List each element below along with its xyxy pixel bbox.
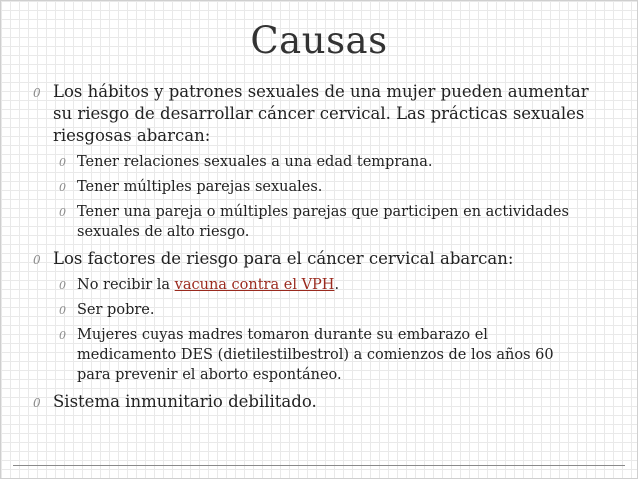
bottom-divider: [13, 465, 625, 466]
bullet-marker: 0: [59, 304, 66, 317]
bullet-marker: 0: [33, 253, 41, 267]
sub-bullet-text: Mujeres cuyas madres tomaron durante su embarazo el medicamento DES (dietilestilbestrol) a comienzos de los años 60 para prevenir el aborto espontáneo.: [77, 327, 554, 383]
sub-bullet-text: Tener múltiples parejas sexuales.: [77, 179, 323, 195]
bullet-text: Los factores de riesgo para el cáncer cervical abarcan:: [53, 249, 514, 268]
sub-bullet-high-risk-partner: [1, 202, 638, 242]
bullet-marker: 0: [33, 396, 41, 410]
sub-bullet-early-relations: [1, 152, 638, 172]
bullet-text: Sistema inmunitario debilitado.: [53, 392, 317, 411]
sub-bullet-des-mothers: [1, 325, 638, 385]
bullet-marker: 0: [33, 86, 41, 100]
vph-vaccine-link[interactable]: vacuna contra el VPH: [174, 277, 335, 293]
bullet-marker: 0: [59, 181, 66, 194]
sub-bullet-text: Tener relaciones sexuales a una edad temprana.: [77, 154, 433, 170]
sub-bullet-text: Tener una pareja o múltiples parejas que participen en actividades sexuales de alto riesgo.: [77, 204, 569, 240]
bullet-marker: 0: [59, 279, 66, 292]
bullet-marker: 0: [59, 206, 66, 219]
bullet-immune-system: [1, 391, 638, 413]
sub-bullet-poverty: [1, 300, 638, 320]
bullet-marker: 0: [59, 156, 66, 169]
sub-bullet-text: Ser pobre.: [77, 302, 155, 318]
sub-bullet-text-after: .: [334, 277, 340, 293]
bullet-marker: 0: [59, 329, 66, 342]
slide-title: Causas: [250, 19, 388, 62]
slide-body: [1, 81, 638, 413]
bullet-risk-factors: [1, 248, 638, 270]
bullet-habits: [1, 81, 638, 147]
sub-bullet-no-vaccine: [1, 275, 638, 295]
sub-bullet-text-before: No recibir la: [77, 277, 175, 293]
bullet-text: Los hábitos y patrones sexuales de una mujer pueden aumentar su riesgo de desarrollar cáncer cervical. Las prácticas sexuales riesgosas abarcan:: [53, 82, 589, 145]
sub-bullet-multiple-partners: [1, 177, 638, 197]
